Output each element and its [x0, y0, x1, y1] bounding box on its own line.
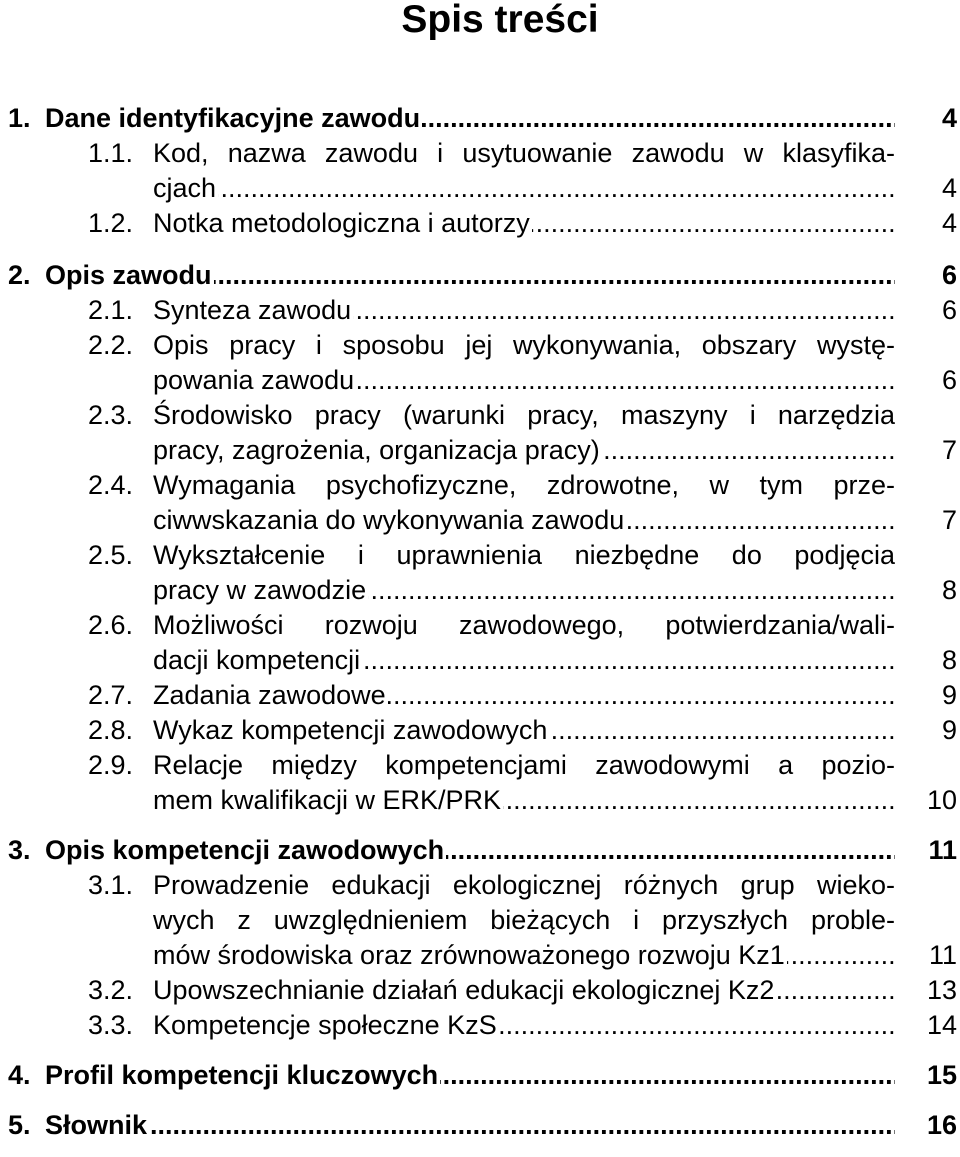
toc-entry-line[interactable] — [0, 171, 960, 205]
toc-entry-text: Notka metodologiczna i autorzy — [153, 208, 530, 238]
toc-entry-text: cjach — [153, 173, 217, 203]
toc-entry-title — [153, 171, 895, 205]
toc-entry-number: 2. — [8, 260, 31, 290]
toc-entry-line[interactable] — [0, 748, 960, 782]
toc-entry-number: 2.7. — [88, 680, 134, 710]
toc-entry-line[interactable] — [0, 136, 960, 170]
toc-entry-number: 2.3. — [88, 400, 134, 430]
toc-entry-title — [153, 783, 895, 817]
toc-entry-page-number: 9 — [941, 680, 957, 710]
toc-entry-title — [45, 1058, 895, 1092]
toc-entry-page-number: 15 — [926, 1060, 957, 1090]
toc-entry-text: Kompetencje społeczne KzS — [153, 1010, 497, 1040]
toc-entry-page-number: 4 — [941, 173, 957, 203]
toc-entry-number: 2.2. — [88, 330, 134, 360]
toc-entry-line[interactable] — [0, 868, 960, 902]
toc-entry-page-number: 6 — [941, 260, 957, 290]
toc-entry-text: Opis zawodu — [45, 260, 212, 290]
toc-entry-line[interactable] — [0, 101, 960, 135]
toc-entry-number: 3.3. — [88, 1010, 134, 1040]
toc-entry-line[interactable] — [0, 643, 960, 677]
toc-entry-text: Możliwości rozwoju zawodowego, potwierdzania/wali- — [153, 610, 895, 640]
page-title: Spis treści — [401, 0, 599, 41]
toc-entry-text: Słownik — [45, 1110, 148, 1140]
toc-entry-page-number: 11 — [928, 940, 957, 970]
toc-entry-number: 3.2. — [88, 975, 134, 1005]
toc-entry-line[interactable] — [0, 903, 960, 937]
toc-entry-text: pracy w zawodzie — [153, 575, 367, 605]
toc-entry-text: Profil kompetencji kluczowych — [45, 1060, 439, 1090]
toc-entry-line[interactable] — [0, 1108, 960, 1142]
toc-entry-page-number: 9 — [941, 715, 957, 745]
toc-entry-number: 5. — [8, 1110, 31, 1140]
toc-entry-page-number: 14 — [926, 1010, 957, 1040]
toc-entry-line[interactable] — [0, 538, 960, 572]
toc-entry-page-number: 13 — [926, 975, 957, 1005]
toc-entry-page-number: 16 — [926, 1110, 957, 1140]
toc-entry-page-number: 4 — [941, 103, 957, 133]
toc-entry-line[interactable] — [0, 938, 960, 972]
toc-entry-page-number: 7 — [941, 505, 957, 535]
toc-entry-page-number: 10 — [926, 785, 957, 815]
toc-entry-number: 1. — [8, 103, 31, 133]
toc-entry-text: Prowadzenie edukacji ekologicznej różnych grup wieko- — [153, 870, 895, 900]
toc-entry-number: 3.1. — [88, 870, 134, 900]
toc-entry-title — [153, 713, 895, 747]
toc-entry-text: wych z uwzględnieniem bieżących i przyszłych proble- — [153, 905, 895, 935]
toc-entry-number: 2.6. — [88, 610, 134, 640]
toc-entry-number: 2.9. — [88, 750, 134, 780]
toc-entry-title — [45, 833, 895, 867]
toc-entry-text: mem kwalifikacji w ERK/PRK — [153, 785, 502, 815]
toc-entry-page-number: 11 — [928, 835, 957, 865]
toc-entry-line[interactable] — [0, 293, 960, 327]
toc-entry-number: 2.8. — [88, 715, 134, 745]
toc-entry-title — [153, 206, 895, 240]
toc-entry-title — [153, 433, 895, 467]
toc-entry-number: 1.1. — [88, 138, 134, 168]
toc-entry-line[interactable] — [0, 503, 960, 537]
toc-entry-line[interactable] — [0, 783, 960, 817]
toc-entry-text: Dane identyfikacyjne zawodu — [45, 103, 421, 133]
toc-entry-title — [153, 503, 895, 537]
toc-entry-page-number: 8 — [941, 645, 957, 675]
toc-entry-text: pracy, zagrożenia, organizacja pracy) — [153, 435, 600, 465]
toc-entry-title — [153, 643, 895, 677]
toc-entry-line[interactable] — [0, 398, 960, 432]
toc-entry-title — [45, 101, 895, 135]
toc-entry-page-number: 8 — [941, 575, 957, 605]
toc-entry-line[interactable] — [0, 206, 960, 240]
toc-entry-number: 2.4. — [88, 470, 134, 500]
toc-entry-line[interactable] — [0, 433, 960, 467]
toc-entry-text: Synteza zawodu — [153, 295, 352, 325]
toc-entry-text: mów środowiska oraz zrównoważonego rozwoju Kz1 — [153, 940, 785, 970]
toc-entry-text: Relacje między kompetencjami zawodowymi a pozio- — [153, 750, 895, 780]
toc-entry-number: 2.1. — [88, 295, 134, 325]
toc-entry-line[interactable] — [0, 833, 960, 867]
toc-entry-title — [153, 1008, 895, 1042]
toc-entry-text: Kod, nazwa zawodu i usytuowanie zawodu w klasyfika- — [153, 138, 895, 168]
toc-entry-line[interactable] — [0, 328, 960, 362]
toc-entry-title — [153, 363, 895, 397]
toc-entry-text: Upowszechnianie działań edukacji ekologicznej Kz2 — [153, 975, 775, 1005]
toc-entry-line[interactable] — [0, 678, 960, 712]
toc-entry-title — [45, 1108, 895, 1142]
toc-entry-page-number: 4 — [941, 208, 957, 238]
toc-entry-line[interactable] — [0, 1058, 960, 1092]
toc-entry-title — [153, 678, 895, 712]
toc-entry-number: 3. — [8, 835, 31, 865]
toc-entry-page-number: 6 — [941, 365, 957, 395]
toc-entry-line[interactable] — [0, 608, 960, 642]
toc-entry-number: 2.5. — [88, 540, 134, 570]
toc-entry-text: Wykształcenie i uprawnienia niezbędne do podjęcia — [153, 540, 895, 570]
toc-entry-line[interactable] — [0, 973, 960, 1007]
toc-entry-text: dacji kompetencji — [153, 645, 361, 675]
toc-entry-title — [153, 293, 895, 327]
toc-entry-number: 1.2. — [88, 208, 134, 238]
toc-entry-text: Wymagania psychofizyczne, zdrowotne, w tym prze- — [153, 470, 895, 500]
toc-entry-title — [153, 938, 895, 972]
toc-entry-text: Wykaz kompetencji zawodowych — [153, 715, 548, 745]
toc-entry-line[interactable] — [0, 1008, 960, 1042]
toc-entry-line[interactable] — [0, 363, 960, 397]
toc-entry-line[interactable] — [0, 468, 960, 502]
toc-entry-line[interactable] — [0, 573, 960, 607]
toc-entry-line[interactable] — [0, 713, 960, 747]
toc-entry-page-number: 6 — [941, 295, 957, 325]
toc-entry-title — [153, 973, 895, 1007]
toc-entry-line[interactable] — [0, 258, 960, 292]
toc-entry-title — [153, 573, 895, 607]
toc-entry-text: Opis kompetencji zawodowych — [45, 835, 445, 865]
toc-entry-text: Zadania zawodowe — [153, 680, 386, 710]
toc-entry-title — [45, 258, 895, 292]
toc-entry-text: ciwwskazania do wykonywania zawodu — [153, 505, 625, 535]
toc-entry-text: powania zawodu — [153, 365, 355, 395]
toc-entry-page-number: 7 — [941, 435, 957, 465]
toc-entry-number: 4. — [8, 1060, 31, 1090]
toc-entry-text: Środowisko pracy (warunki pracy, maszyny i narzędzia — [153, 400, 895, 430]
toc-entry-text: Opis pracy i sposobu jej wykonywania, obszary wystę- — [153, 330, 895, 360]
